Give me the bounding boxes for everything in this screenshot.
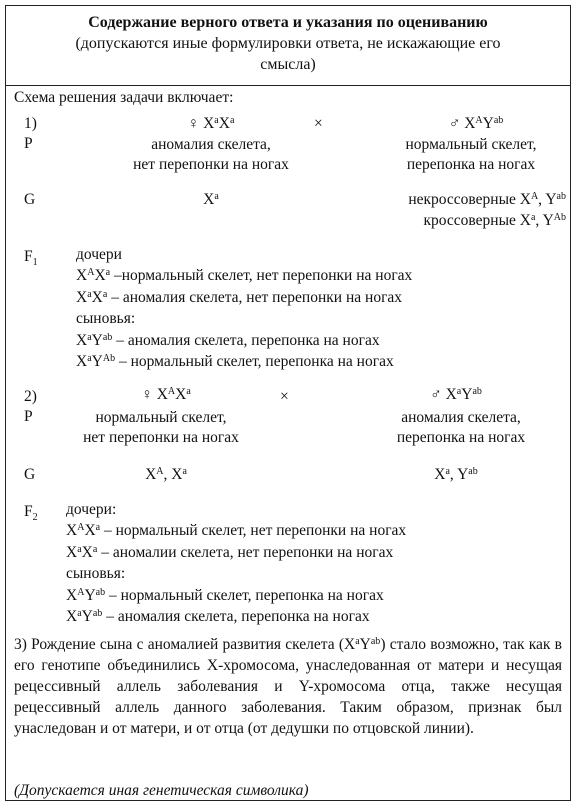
cross1-number: 1) (24, 115, 37, 132)
female-symbol-icon: ♀ (141, 386, 153, 403)
cross2-son-2: $X^aY^{ab}$ – аномалия скелета, перепонка на ногах (66, 608, 370, 625)
cross2-female-phenotype-1: нормальный скелет, (95, 409, 227, 426)
cross2-number: 2) (24, 388, 37, 405)
cross2-daughter-2: $X^aX^a$ – аномалии скелета, нет перепонки на ногах (66, 544, 394, 561)
header (6, 12, 570, 75)
cross1-female-genotype: ♀ $X^aX^a$ (187, 115, 235, 132)
cross1-male-phenotype-1: нормальный скелет, (405, 136, 537, 153)
cross2-f-label: $F_2$ (24, 503, 38, 524)
cross2-sons-label: сыновья: (66, 565, 126, 582)
cross1-male-phenotype-2: перепонка на ногах (406, 156, 536, 173)
cross1-sons-label: сыновья: (76, 310, 136, 327)
cross1-female-gamete: $X^a$ (203, 191, 219, 208)
cross2-male-gametes: $X^a$, $Y^{ab}$ (434, 466, 478, 483)
cross1-female-phenotype-2: нет перепонки на ногах (133, 156, 289, 173)
cross2-male-genotype: ♂ $X^aY^{ab}$ (430, 386, 482, 403)
cross1-female-phenotype-1: аномалия скелета, (151, 136, 271, 153)
cross1-daughters-label: дочери (76, 246, 122, 263)
cross2-male-phenotype-1: аномалия скелета, (401, 409, 521, 426)
header-divider (6, 85, 570, 86)
answer-box (5, 5, 571, 801)
cross1-male-gametes-crossover: кроссоверные $X^a$, $Y^{Ab}$ (423, 212, 566, 229)
male-symbol-icon: ♂ (430, 386, 442, 403)
cross2-female-gametes: $X^A$, $X^a$ (145, 466, 187, 483)
cross1-cross-sign: × (314, 115, 323, 132)
cross2-female-phenotype-2: нет перепонки на ногах (83, 429, 239, 446)
male-symbol-icon: ♂ (448, 115, 461, 132)
cross2-g-label: G (24, 466, 36, 483)
header-title: Содержание верного ответа и указания по оцениванию (88, 14, 488, 31)
cross2-cross-sign: × (280, 388, 289, 405)
cross1-daughter-1: $X^AX^a$ –нормальный скелет, нет перепонки на ногах (76, 267, 413, 284)
cross1-male-gametes-noncrossover: некроссоверные $X^A$, $Y^{ab}$ (408, 191, 566, 208)
cross2-female-genotype: ♀ $X^AX^a$ (141, 386, 191, 403)
header-subtitle-line1: (допускаются иные формулировки ответа, не искажающие его (75, 35, 501, 52)
cross1-g-label: G (24, 191, 36, 208)
cross1-p-label: P (24, 135, 33, 152)
cross1-son-1: $X^aY^{ab}$ – аномалия скелета, перепонка на ногах (76, 332, 380, 349)
header-subtitle-line2: смысла) (260, 56, 316, 73)
cross2-daughters-label: дочери: (66, 501, 117, 518)
female-symbol-icon: ♀ (187, 115, 200, 132)
cross2-p-label: P (24, 408, 33, 425)
cross2-daughter-1: $X^AX^a$ – нормальный скелет, нет перепонки на ногах (66, 522, 407, 539)
cross2-son-1: $X^AY^{ab}$ – нормальный скелет, перепонка на ногах (66, 587, 384, 604)
cross1-f-label: $F_1$ (24, 248, 38, 269)
cross2-male-phenotype-2: перепонка на ногах (396, 429, 526, 446)
conclusion-paragraph: 3) Рождение сына с аномалией развития скелета $(X^aY^{ab})$ стало возможно, так как в его генотипе объединились Х-хромосома, унаследованная от матери и несущая рецессивный аллель заболевания и Y-хромосома отца, также несущая рецессивный аллель данного заболевания. Таким образом, признак был унаследован и от матери, и от отца (от дедушки по отцовской линии). (14, 636, 562, 737)
intro-text: Схема решения задачи включает: (14, 89, 234, 106)
cross1-male-genotype: ♂ $X^AY^{ab}$ (448, 115, 504, 132)
cross1-daughter-2: $X^aX^a$ – аномалия скелета, нет перепонки на ногах (76, 289, 403, 306)
footnote: (Допускается иная генетическая символика) (14, 782, 309, 799)
cross1-son-2: $X^aY^{Ab}$ – нормальный скелет, перепонка на ногах (76, 353, 394, 370)
